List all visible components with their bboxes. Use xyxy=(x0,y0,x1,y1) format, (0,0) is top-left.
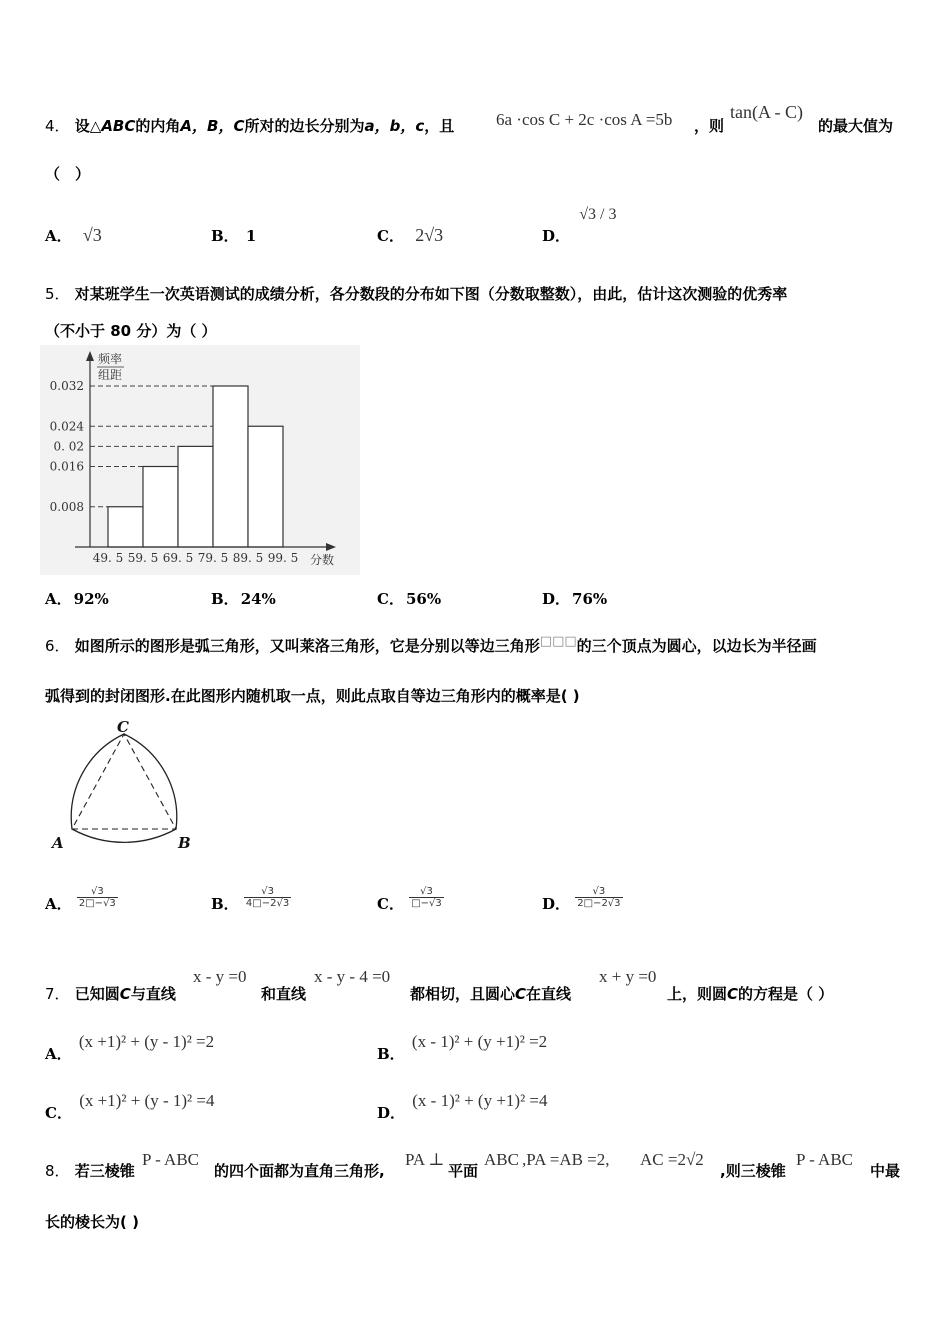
q7-option-d-value: (x - 1)² + (y +1)² =4 xyxy=(412,1091,548,1110)
q4-text-b: 的内角 xyxy=(135,117,181,135)
q7-text-d1: 都相切，且圆心 xyxy=(410,985,516,1003)
y-tick-label: 0.024 xyxy=(49,419,84,434)
q4-option-b-value: 1 xyxy=(245,227,257,245)
q6-option-b-label: B． xyxy=(211,895,239,913)
q6-option-a-den: 2□−√3 xyxy=(78,897,116,909)
q4-vertices: A，B，C xyxy=(180,117,245,135)
q6-option-c-den: □−√3 xyxy=(411,897,442,909)
q5-text-1: 对某班学生一次英语测试的成绩分析，各分数段的分布如下图（分数取整数），由此，估计这次测验的优秀率 xyxy=(74,285,788,303)
q8-text-a xyxy=(45,1160,135,1181)
q6-option-d-num: √3 xyxy=(575,886,622,898)
q5-number: 5． xyxy=(45,285,70,303)
histogram-bar-2 xyxy=(143,467,178,548)
q6-option-d[interactable] xyxy=(542,885,623,913)
q6-reuleaux-figure xyxy=(40,712,210,857)
q6-option-a-fraction xyxy=(77,886,118,909)
reuleaux-outline xyxy=(71,734,177,842)
x-tick-label: 89. 5 xyxy=(232,551,264,565)
q7-option-a[interactable] xyxy=(45,1031,215,1063)
q6-option-c-num: √3 xyxy=(409,886,444,898)
q8-line2: 长的棱长为( ) xyxy=(45,1213,139,1231)
q7-text-c: 和直线 xyxy=(261,985,307,1003)
q4-sides: a，b，c xyxy=(364,117,425,135)
histogram-bar-5 xyxy=(248,426,283,547)
q8-text-b: 的四个面都为直角三角形, xyxy=(214,1162,385,1180)
q6-line2: 弧得到的封闭图形.在此图形内随机取一点，则此点取自等边三角形内的概率是( ) xyxy=(45,687,580,705)
y-axis-label-bottom: 组距 xyxy=(98,368,123,382)
q5-option-d-label: D． xyxy=(542,590,571,608)
q6-option-a-num: √3 xyxy=(77,886,118,898)
q7-line2: x - y - 4 =0 xyxy=(314,967,391,986)
q7-option-a-value: (x +1)² + (y - 1)² =2 xyxy=(78,1032,215,1051)
q4-option-a[interactable] xyxy=(45,225,102,246)
q8-number: 8． xyxy=(45,1162,70,1180)
q4-option-d-label: D． xyxy=(542,227,571,245)
q4-text-f: 的最大值为 xyxy=(818,117,894,135)
q7-number: 7． xyxy=(45,985,70,1003)
q7-text-a xyxy=(45,983,176,1004)
q4-equation: 6a ·cos C + 2c ·cos A =5b xyxy=(496,110,673,129)
histogram-bar-3 xyxy=(178,446,213,547)
q4-text-a: 设△ xyxy=(74,117,102,135)
q5-option-a-value: 92% xyxy=(73,590,109,608)
q4-option-a-value: √3 xyxy=(82,225,102,245)
q6-option-a[interactable] xyxy=(45,885,118,913)
q6-option-b-fraction xyxy=(244,886,291,909)
q7-c3: C xyxy=(727,985,739,1003)
q7-option-b[interactable] xyxy=(377,1031,548,1063)
q8-perp: PA ⊥ xyxy=(405,1150,445,1169)
vertex-label-a: A xyxy=(52,834,64,852)
q5-histogram xyxy=(40,345,360,575)
q6-option-d-den: 2□−2√3 xyxy=(577,897,621,909)
q5-option-c-label: C． xyxy=(377,590,404,608)
q4-option-c-label: C． xyxy=(377,227,404,245)
q5-option-d-value: 76% xyxy=(572,590,608,608)
q7-text-f1: 上，则圆 xyxy=(667,985,728,1003)
x-axis-label: 分数 xyxy=(310,553,335,567)
q4-text-c: 所对的边长分别为 xyxy=(244,117,365,135)
q7-option-b-value: (x - 1)² + (y +1)² =2 xyxy=(411,1032,548,1051)
q6-text-1b: 的三个顶点为圆心，以边长为半径画 xyxy=(576,637,817,655)
q4-option-b-label: B． xyxy=(211,227,239,245)
q6-text-1a: 如图所示的图形是弧三角形，又叫莱洛三角形，它是分别以等边三角形 xyxy=(74,637,540,655)
q4-line1 xyxy=(45,115,454,136)
histogram-bar-4 xyxy=(213,386,248,547)
q7-option-b-label: B． xyxy=(377,1045,405,1063)
q5-option-a[interactable] xyxy=(45,588,109,609)
q8-text-e: 中最 xyxy=(870,1162,901,1180)
q7-c2: C xyxy=(515,985,527,1003)
q4-option-c-value: 2√3 xyxy=(415,225,444,245)
vertex-label-c: C xyxy=(117,718,129,736)
q6-option-a-label: A． xyxy=(45,895,72,913)
q7-option-a-label: A． xyxy=(45,1045,72,1063)
q7-option-c[interactable] xyxy=(45,1090,215,1122)
x-tick-label: 99. 5 xyxy=(267,551,299,565)
q7-line3: x + y =0 xyxy=(599,967,657,986)
q7-option-d-label: D． xyxy=(377,1104,406,1122)
q5-option-b-value: 24% xyxy=(240,590,276,608)
q4-paren: （ ） xyxy=(45,165,91,183)
q7-text-e: 在直线 xyxy=(526,985,572,1003)
q8-pyramid: P - ABC xyxy=(142,1150,200,1169)
q8-text-c: 平面 xyxy=(448,1162,479,1180)
q5-option-c[interactable] xyxy=(377,588,441,609)
histogram-bar-1 xyxy=(108,507,143,547)
q7-line1: x - y =0 xyxy=(193,967,247,986)
y-tick-label: 0.032 xyxy=(49,379,84,393)
x-tick-label: 69. 5 xyxy=(162,551,194,565)
q6-option-c[interactable] xyxy=(377,885,444,913)
y-tick-label: 0.008 xyxy=(49,499,84,514)
q5-option-d[interactable] xyxy=(542,588,607,609)
q4-abc: ABC xyxy=(101,117,136,135)
x-tick-label: 79. 5 xyxy=(197,551,229,565)
q7-text-g: 的方程是（ ） xyxy=(738,985,834,1003)
q6-option-c-fraction xyxy=(409,886,444,909)
q4-expression: tan(A - C) xyxy=(730,102,803,122)
q6-option-b-num: √3 xyxy=(244,886,291,898)
q8-text-a1: 若三棱锥 xyxy=(74,1162,135,1180)
q5-option-b[interactable] xyxy=(211,588,276,609)
q8-pyramid2: P - ABC xyxy=(796,1150,854,1169)
q7-c1: C xyxy=(119,985,131,1003)
q7-text-d xyxy=(410,983,571,1004)
y-tick-label: 0.016 xyxy=(49,459,84,474)
q5-line2: （不小于 80 分）为（ ） xyxy=(45,322,217,340)
q6-option-b[interactable] xyxy=(211,885,291,913)
q8-cond2: AC =2√2 xyxy=(640,1150,704,1169)
y-axis-label-top: 频率 xyxy=(98,352,123,366)
y-tick-label: 0. 02 xyxy=(53,439,84,454)
q7-text-f xyxy=(667,983,833,1004)
q5-option-c-value: 56% xyxy=(405,590,442,608)
q7-option-d[interactable] xyxy=(377,1090,548,1122)
q5-line1 xyxy=(45,283,787,304)
q6-option-d-label: D． xyxy=(542,895,571,913)
q4-option-d[interactable] xyxy=(542,203,617,245)
q4-text-e: ，则 xyxy=(694,117,725,135)
q8-text-d: ,则三棱锥 xyxy=(720,1162,786,1180)
q7-text-a1: 已知圆 xyxy=(74,985,120,1003)
q4-number: 4． xyxy=(45,117,70,135)
q8-plane: ABC xyxy=(484,1150,519,1169)
x-tick-label: 49. 5 xyxy=(92,551,124,565)
q6-option-c-label: C． xyxy=(377,895,404,913)
equilateral-triangle-dashed xyxy=(72,734,176,829)
q4-text-d: ，且 xyxy=(424,117,455,135)
vertex-label-b: B xyxy=(178,834,191,852)
q5-option-a-label: A． xyxy=(45,590,72,608)
q6-number: 6． xyxy=(45,637,70,655)
q6-option-d-fraction xyxy=(575,886,622,909)
q6-line1 xyxy=(45,635,817,656)
x-tick-label: 59. 5 xyxy=(127,551,159,565)
q4-option-a-label: A． xyxy=(45,227,72,245)
q4-option-d-value: √3 / 3 xyxy=(579,206,617,223)
q6-option-b-den: 4□−2√3 xyxy=(245,897,290,909)
q6-placeholder: □□□ xyxy=(539,634,577,649)
q8-cond1: ,PA =AB =2, xyxy=(522,1150,610,1169)
q7-option-c-label: C． xyxy=(45,1104,72,1122)
q4-option-c[interactable] xyxy=(377,225,443,246)
q7-text-b: 与直线 xyxy=(130,985,176,1003)
q4-option-b[interactable] xyxy=(211,225,256,246)
q7-option-c-value: (x +1)² + (y - 1)² =4 xyxy=(79,1091,215,1110)
q5-option-b-label: B． xyxy=(211,590,239,608)
